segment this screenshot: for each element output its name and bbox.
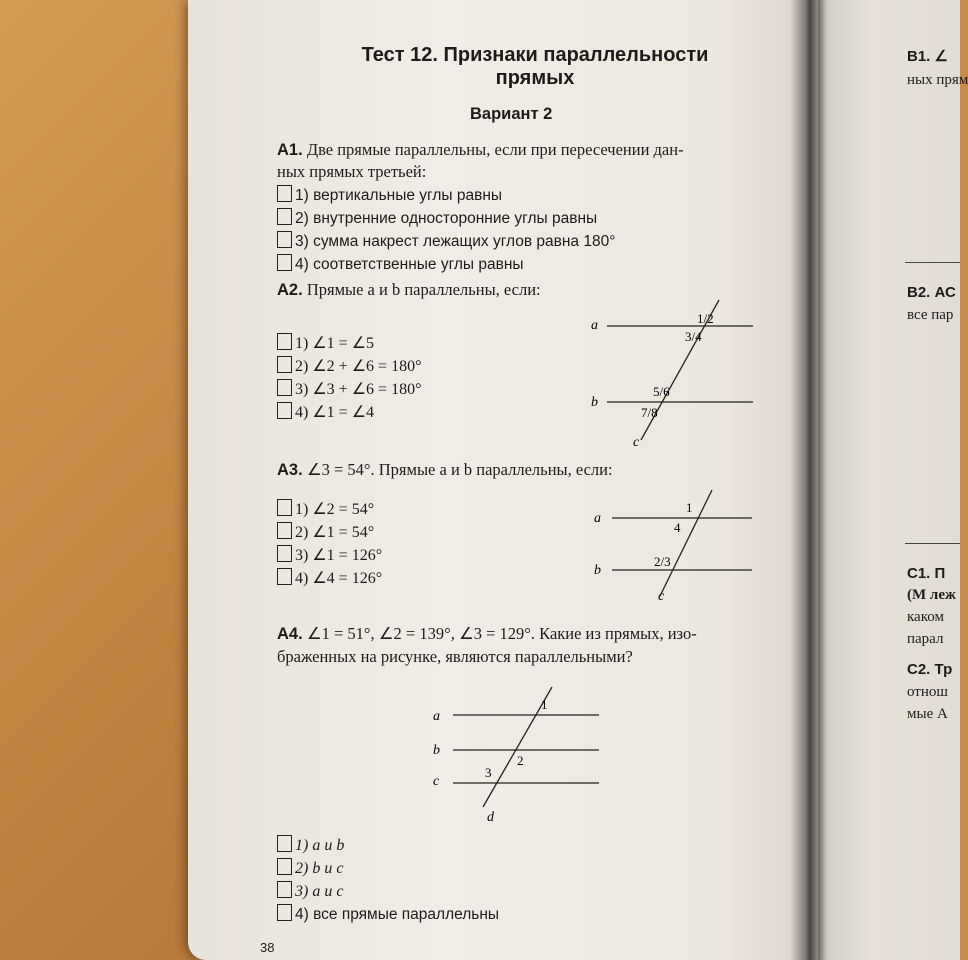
a2-option-1[interactable] [277,333,374,354]
checkbox[interactable] [277,379,292,396]
label-3: 3 [485,765,492,780]
a4-text-line2: браженных на рисунке, являются параллельными? [277,647,633,666]
a2-option-4[interactable] [277,402,374,423]
checkbox[interactable] [277,904,292,921]
a2-figure [585,298,765,450]
checkbox[interactable] [277,356,292,373]
label-78: 7/8 [641,405,658,420]
checkbox[interactable] [277,231,292,248]
right-c2-line3: мые A [907,706,948,722]
a1-number: А1. [277,141,303,159]
option-label: 1) ∠2 = 54° [295,501,375,518]
option-label: 3) сумма накрест лежащих углов равна 180° [295,233,616,250]
a1-text-line2: ных прямых третьей: [277,162,427,181]
checkbox[interactable] [277,402,292,419]
right-c2-line2: отнош [907,684,948,700]
option-label: 2) ∠2 + ∠6 = 180° [295,358,422,375]
label-1: 1 [541,697,548,712]
label-c: c [633,435,640,450]
page-number: 38 [260,940,275,955]
a3-figure [590,488,765,606]
a3-option-4[interactable] [277,568,382,589]
checkbox[interactable] [277,254,292,271]
a2-number: А2. [277,281,303,299]
checkbox[interactable] [277,545,292,562]
label-1: 1 [686,500,693,515]
label-12: 1/2 [697,311,714,326]
checkbox[interactable] [277,858,292,875]
a4-question [277,623,697,645]
checkbox[interactable] [277,835,292,852]
option-label: 1) ∠1 = ∠5 [295,335,375,352]
right-divider-1 [905,262,960,263]
right-divider-2 [905,543,960,544]
a4-option-4[interactable] [277,904,499,925]
a3-option-3[interactable] [277,545,382,566]
a1-text-line1: Две прямые параллельны, если при пересечении дан- [306,140,684,159]
label-34: 3/4 [685,329,702,344]
option-label: 3) ∠1 = 126° [295,547,383,564]
checkbox[interactable] [277,333,292,350]
option-label: 4) ∠1 = ∠4 [295,404,375,421]
a4-option-3[interactable] [277,881,343,902]
test-title [270,44,800,90]
a3-option-2[interactable] [277,522,374,543]
right-page [812,0,960,960]
option-label: 3) a и c [295,883,344,900]
a3-text: ∠3 = 54°. Прямые a и b параллельны, если: [306,460,613,479]
label-56: 5/6 [653,384,670,399]
label-b: b [594,563,601,578]
right-c1-line3: каком [907,609,944,625]
a4-option-1[interactable] [277,835,344,856]
option-label: 4) соответственные углы равны [295,256,524,273]
option-label: 1) a и b [295,837,345,854]
label-c: c [658,589,665,604]
right-c1-line2: (M леж [907,587,956,603]
right-c1-line4: парал [907,631,944,647]
a1-option-2[interactable] [277,208,597,229]
a1-option-3[interactable] [277,231,615,252]
label-d: d [487,810,494,825]
a4-option-2[interactable] [277,858,343,879]
option-label: 2) внутренние односторонние углы равны [295,210,598,227]
option-label: 4) ∠4 = 126° [295,570,383,587]
option-label: 4) все прямые параллельны [295,906,500,923]
label-a: a [591,318,598,333]
test-title-line1: Тест 12. Признаки параллельности [361,44,709,66]
checkbox[interactable] [277,568,292,585]
right-b2-number: В2. АС [907,284,956,301]
a3-option-1[interactable] [277,499,374,520]
checkbox[interactable] [277,499,292,516]
label-4: 4 [674,520,681,535]
a2-question [277,279,541,301]
label-b: b [591,395,598,410]
a4-number: А4. [277,625,303,643]
checkbox[interactable] [277,881,292,898]
right-c2-number: С2. Тр [907,661,953,678]
a2-option-2[interactable] [277,356,421,377]
a4-figure [425,685,610,825]
test-title-line2: прямых [495,67,575,89]
option-label: 1) вертикальные углы равны [295,187,503,204]
book-spine-shadow [790,0,826,960]
label-a: a [433,709,440,724]
a3-number: А3. [277,461,303,479]
option-label: 2) ∠1 = 54° [295,524,375,541]
a2-text: Прямые a и b параллельны, если: [306,280,541,299]
a1-option-1[interactable] [277,185,502,206]
label-2: 2 [517,753,524,768]
option-label: 3) ∠3 + ∠6 = 180° [295,381,422,398]
right-b1-number: В1. ∠ [907,48,948,65]
a1-question [277,139,684,161]
right-c1-number: С1. П [907,565,946,582]
a3-question [277,459,613,481]
checkbox[interactable] [277,522,292,539]
right-b2-text: все пар [907,307,954,323]
label-a: a [594,511,601,526]
checkbox[interactable] [277,208,292,225]
option-label: 2) b и c [295,860,344,877]
a2-option-3[interactable] [277,379,421,400]
label-c: c [433,774,440,789]
a4-text-line1: ∠1 = 51°, ∠2 = 139°, ∠3 = 129°. Какие из прямых, изо- [306,624,697,643]
label-b: b [433,743,440,758]
label-23: 2/3 [654,554,671,569]
right-b1-text: ных прям [907,72,968,88]
variant-label: Вариант 2 [470,105,553,123]
a1-option-4[interactable] [277,254,524,275]
checkbox[interactable] [277,185,292,202]
